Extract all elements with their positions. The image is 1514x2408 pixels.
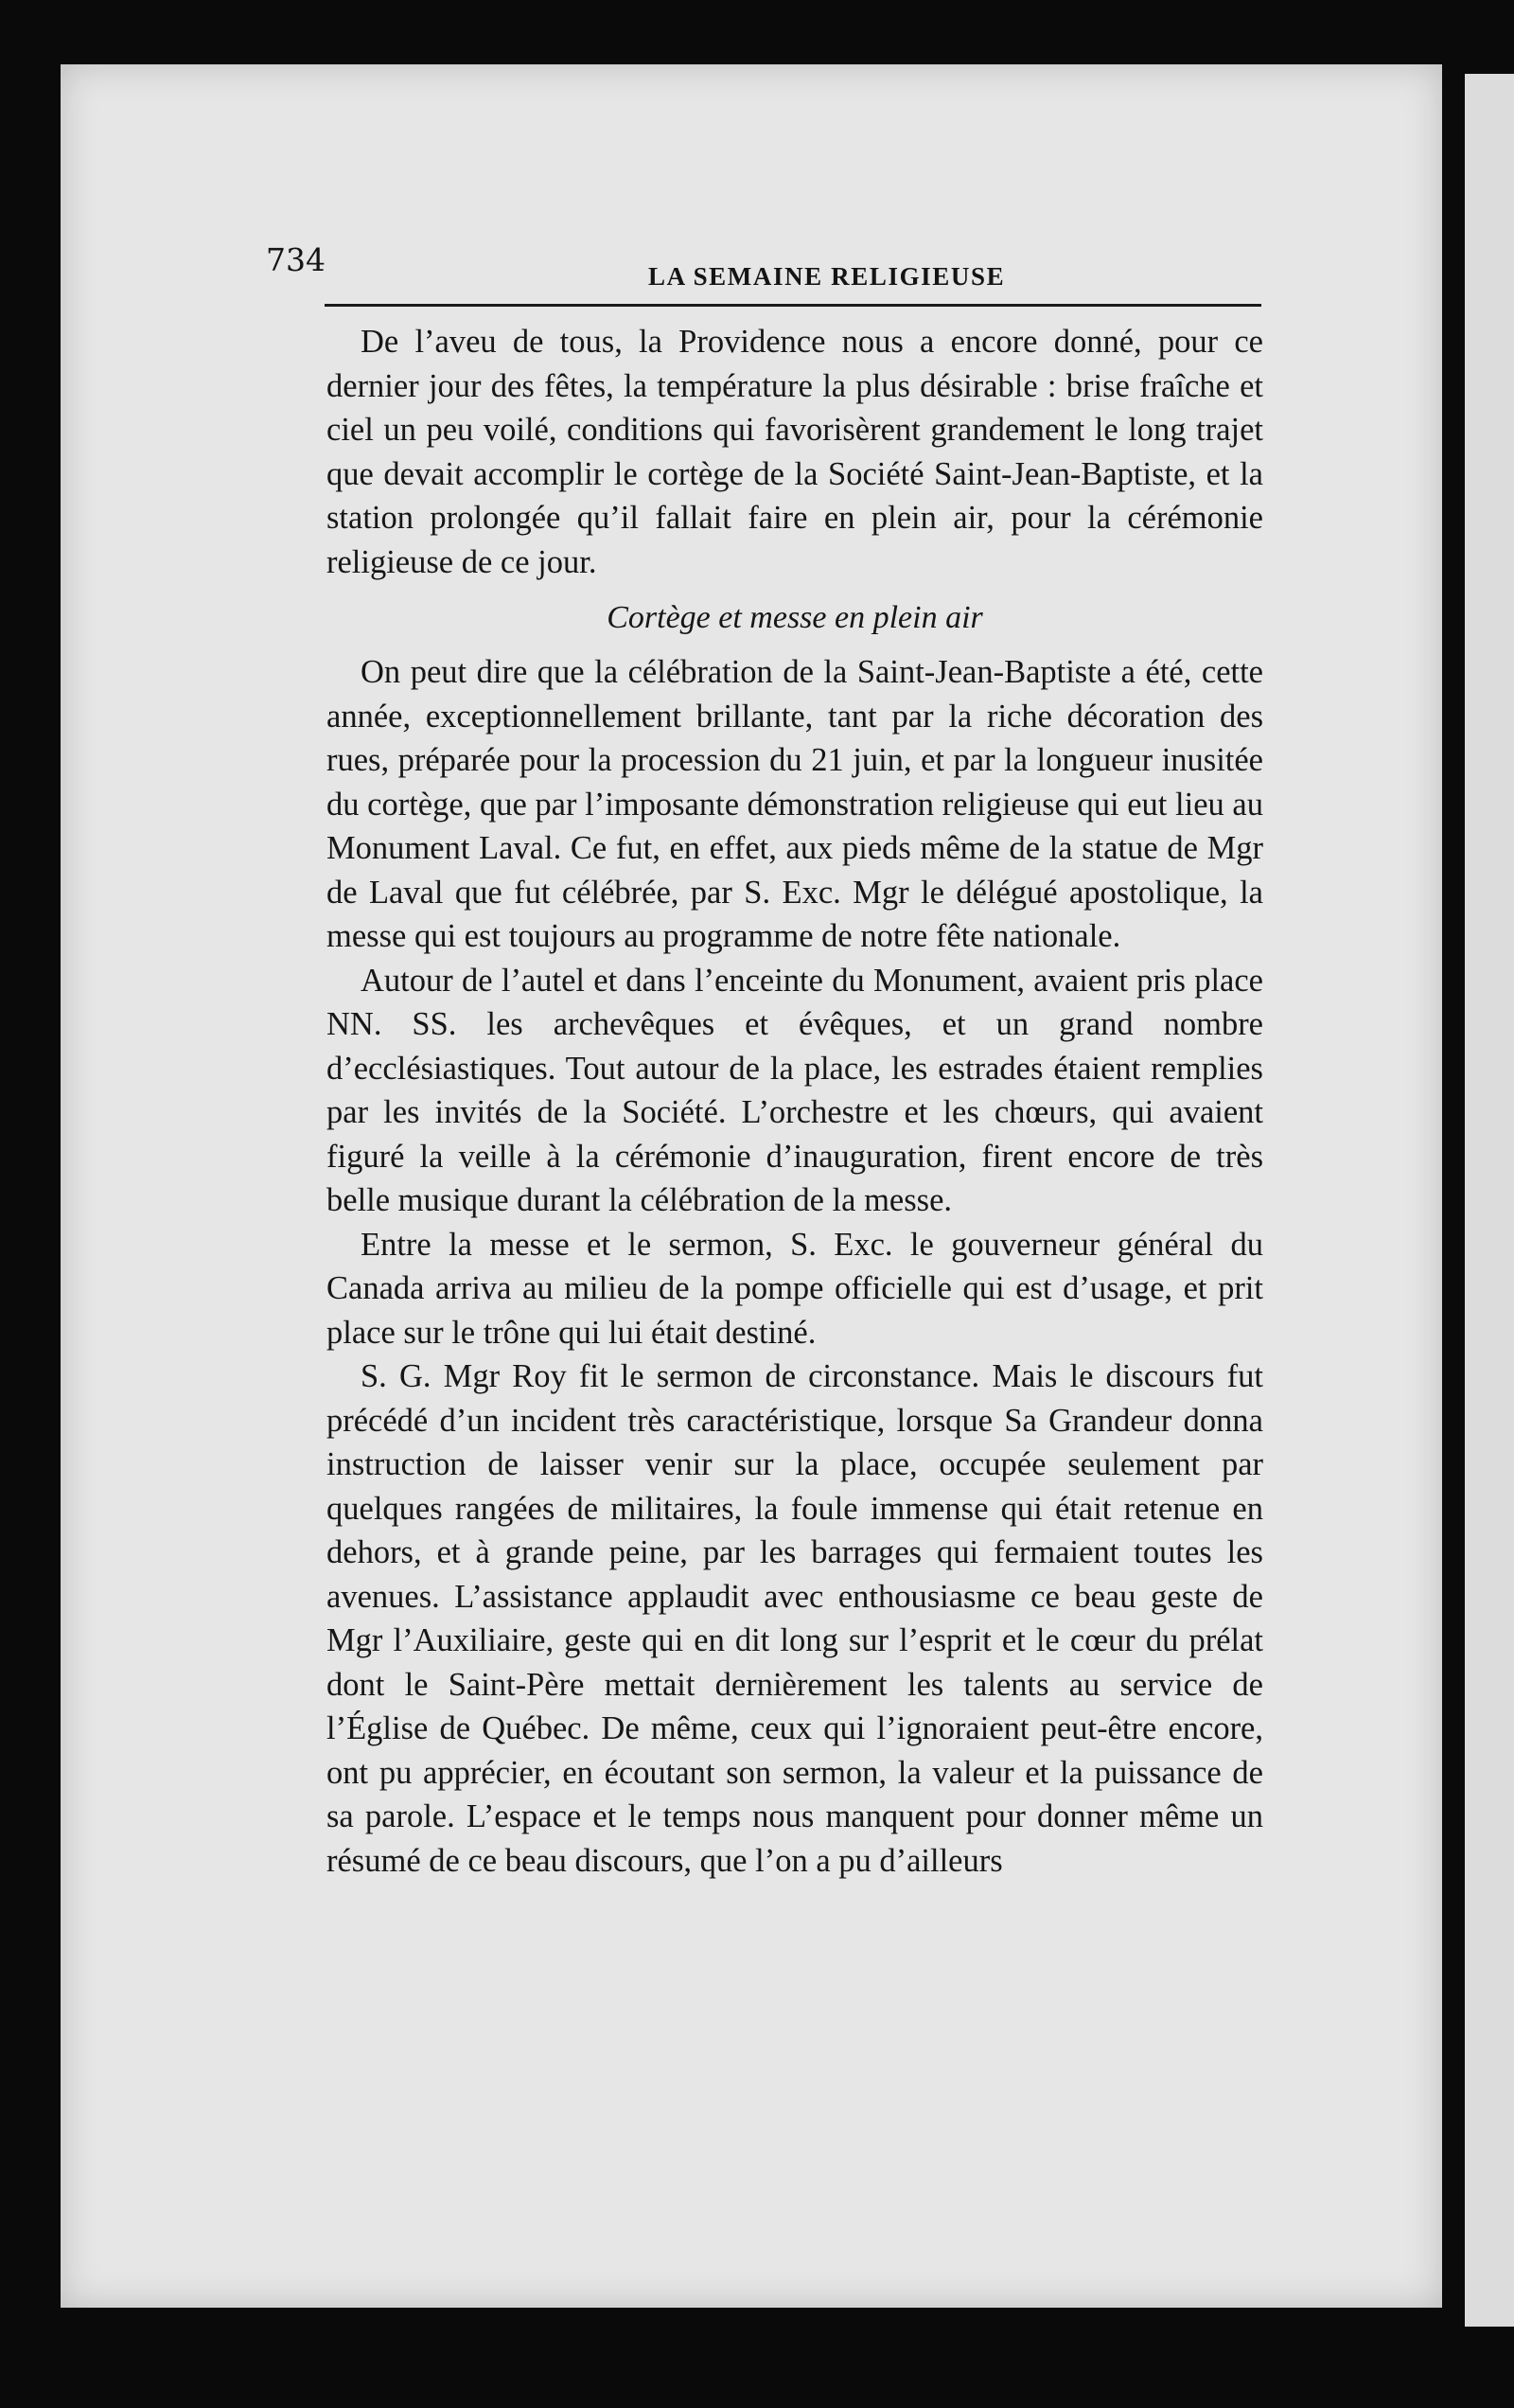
paragraph-4: S. G. Mgr Roy fit le sermon de circonstance. Mais le discours fut précédé d’un incident très caractéristique, lorsque Sa Grandeur donna instruction de laisser venir sur la place, occupée seulement par quelques rangées de militaires, la foule immense qui était retenue en dehors, et à grande peine, par les barrages qui fermaient toutes les avenues. L’assistance applaudit avec enthousiasme ce beau geste de Mgr l’Auxiliaire, geste qui en dit long sur l’esprit et le cœur du prélat dont le Saint-Père mettait dernièrement les talents au service de l’Église de Québec. De même, ceux qui l’ignoraient peut-être encore, ont pu apprécier, en écoutant son sermon, la valeur et la puissance de sa parole. L’espace et le temps nous manquent pour donner même un résumé de ce beau discours, que l’on a pu d’ailleurs xyxy=(326,1358,1263,1879)
journal-title: LA SEMAINE RELIGIEUSE xyxy=(648,262,1006,291)
paragraph-3: Entre la messe et le sermon, S. Exc. le gouverneur général du Canada arriva au milieu de la pompe officielle qui est d’usage, et prit place sur le trône qui lui était destiné. xyxy=(326,1226,1263,1351)
article-body xyxy=(326,320,1263,1883)
section-heading: Cortège et messe en plein air xyxy=(607,600,983,635)
paragraph-1: On peut dire que la célébration de la Saint-Jean-Baptiste a été, cette année, exceptionnellement brillante, tant par la riche décoration des rues, préparée pour la procession du 21 juin, et par la longueur inusitée du cortège, que par l’imposante démonstration religieuse qui eut lieu au Monument Laval. Ce fut, en effet, aux pieds même de la statue de Mgr de Laval que fut célébrée, par S. Exc. Mgr le délégué apostolique, la messe qui est toujours au programme de notre fête nationale. xyxy=(326,654,1263,954)
adjacent-page-edge xyxy=(1465,74,1514,2327)
header-rule xyxy=(325,304,1261,307)
running-head xyxy=(266,241,1269,298)
intro-paragraph: De l’aveu de tous, la Providence nous a encore donné, pour ce dernier jour des fêtes, la température la plus désirable : brise fraîche et ciel un peu voilé, conditions qui favorisèrent grandement le long trajet que devait accomplir le cortège de la Société Saint-Jean-Baptiste, et la station prolongée qu’il fallait faire en plein air, pour la cérémonie religieuse de ce jour. xyxy=(326,324,1263,580)
page-number: 734 xyxy=(266,241,326,278)
paragraph-2: Autour de l’autel et dans l’enceinte du Monument, avaient pris place NN. SS. les archevêques et évêques, et un grand nombre d’ecclésiastiques. Tout autour de la place, les estrades étaient remplies par les invités de la Société. L’orchestre et les chœurs, qui avaient figuré la veille à la cérémonie d’inauguration, firent encore de très belle musique durant la célébration de la messe. xyxy=(326,962,1263,1218)
